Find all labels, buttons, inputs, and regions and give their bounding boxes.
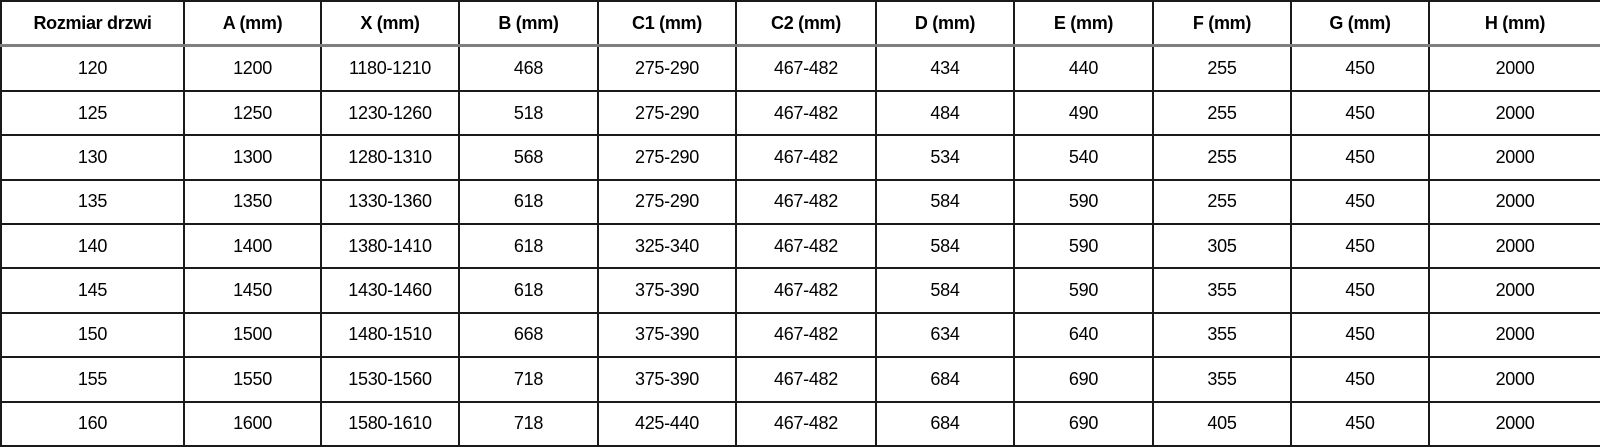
table-cell: 618 [459,268,598,312]
table-cell: 434 [876,46,1014,91]
table-cell: 467-482 [736,313,876,357]
column-header: C2 (mm) [736,1,876,46]
table-cell: 590 [1014,268,1153,312]
table-cell: 1230-1260 [321,91,459,135]
table-cell: 684 [876,402,1014,446]
table-cell: 425-440 [598,402,736,446]
table-cell: 135 [1,180,184,224]
table-cell: 2000 [1429,402,1600,446]
table-cell: 634 [876,313,1014,357]
table-cell: 275-290 [598,135,736,179]
table-cell: 325-340 [598,224,736,268]
table-header-row [1,1,1600,46]
table-cell: 640 [1014,313,1153,357]
table-cell: 467-482 [736,224,876,268]
table-cell: 518 [459,91,598,135]
table-cell: 1200 [184,46,321,91]
table-cell: 275-290 [598,46,736,91]
table-cell: 590 [1014,180,1153,224]
table-row [1,180,1600,224]
table-row [1,268,1600,312]
table-cell: 2000 [1429,180,1600,224]
table-cell: 467-482 [736,402,876,446]
table-cell: 130 [1,135,184,179]
table-cell: 484 [876,91,1014,135]
table-cell: 450 [1291,91,1429,135]
table-cell: 255 [1153,46,1291,91]
table-cell: 718 [459,402,598,446]
table-cell: 1480-1510 [321,313,459,357]
table-cell: 355 [1153,268,1291,312]
table-cell: 1300 [184,135,321,179]
table-cell: 1500 [184,313,321,357]
table-cell: 355 [1153,357,1291,401]
table-cell: 150 [1,313,184,357]
table-cell: 1180-1210 [321,46,459,91]
table-cell: 275-290 [598,91,736,135]
table-row [1,135,1600,179]
table-cell: 405 [1153,402,1291,446]
table-cell: 1400 [184,224,321,268]
table-cell: 450 [1291,224,1429,268]
table-cell: 160 [1,402,184,446]
table-row [1,224,1600,268]
column-header: A (mm) [184,1,321,46]
table-cell: 467-482 [736,91,876,135]
table-cell: 450 [1291,357,1429,401]
table-cell: 718 [459,357,598,401]
table-cell: 584 [876,224,1014,268]
table-cell: 467-482 [736,180,876,224]
table-cell: 618 [459,180,598,224]
table-cell: 125 [1,91,184,135]
column-header: H (mm) [1429,1,1600,46]
table-cell: 450 [1291,313,1429,357]
table-cell: 1280-1310 [321,135,459,179]
table-row [1,357,1600,401]
table-cell: 467-482 [736,135,876,179]
column-header: Rozmiar drzwi [1,1,184,46]
table-cell: 450 [1291,135,1429,179]
table-row [1,91,1600,135]
table-cell: 1450 [184,268,321,312]
table-cell: 145 [1,268,184,312]
table-cell: 375-390 [598,268,736,312]
table-cell: 450 [1291,180,1429,224]
table-cell: 2000 [1429,46,1600,91]
table-cell: 1430-1460 [321,268,459,312]
table-cell: 684 [876,357,1014,401]
table-cell: 440 [1014,46,1153,91]
table-cell: 450 [1291,46,1429,91]
table-body [1,46,1600,447]
table-cell: 275-290 [598,180,736,224]
table-cell: 140 [1,224,184,268]
table-cell: 584 [876,268,1014,312]
table-cell: 1350 [184,180,321,224]
table-cell: 375-390 [598,313,736,357]
table-cell: 467-482 [736,268,876,312]
table-cell: 467-482 [736,357,876,401]
table-cell: 1250 [184,91,321,135]
table-cell: 1580-1610 [321,402,459,446]
table-cell: 375-390 [598,357,736,401]
table-cell: 450 [1291,268,1429,312]
table-cell: 2000 [1429,224,1600,268]
table-cell: 255 [1153,91,1291,135]
table-cell: 1600 [184,402,321,446]
table-cell: 255 [1153,135,1291,179]
column-header: G (mm) [1291,1,1429,46]
table-cell: 1330-1360 [321,180,459,224]
table-cell: 1550 [184,357,321,401]
table-cell: 690 [1014,402,1153,446]
table-cell: 450 [1291,402,1429,446]
table-cell: 2000 [1429,313,1600,357]
table-cell: 255 [1153,180,1291,224]
table-cell: 120 [1,46,184,91]
column-header: F (mm) [1153,1,1291,46]
table-cell: 690 [1014,357,1153,401]
table-cell: 1380-1410 [321,224,459,268]
column-header: C1 (mm) [598,1,736,46]
table-cell: 584 [876,180,1014,224]
column-header: E (mm) [1014,1,1153,46]
table-cell: 668 [459,313,598,357]
table-cell: 2000 [1429,135,1600,179]
column-header: X (mm) [321,1,459,46]
table-row [1,313,1600,357]
column-header: B (mm) [459,1,598,46]
table-cell: 468 [459,46,598,91]
table-cell: 355 [1153,313,1291,357]
table-cell: 568 [459,135,598,179]
table-cell: 305 [1153,224,1291,268]
table-cell: 2000 [1429,91,1600,135]
table-cell: 534 [876,135,1014,179]
table-row [1,402,1600,446]
table-cell: 1530-1560 [321,357,459,401]
table-cell: 2000 [1429,268,1600,312]
column-header: D (mm) [876,1,1014,46]
table-cell: 590 [1014,224,1153,268]
table-cell: 467-482 [736,46,876,91]
table-cell: 155 [1,357,184,401]
table-row [1,46,1600,91]
table-cell: 540 [1014,135,1153,179]
table-cell: 490 [1014,91,1153,135]
table-cell: 2000 [1429,357,1600,401]
table-cell: 618 [459,224,598,268]
